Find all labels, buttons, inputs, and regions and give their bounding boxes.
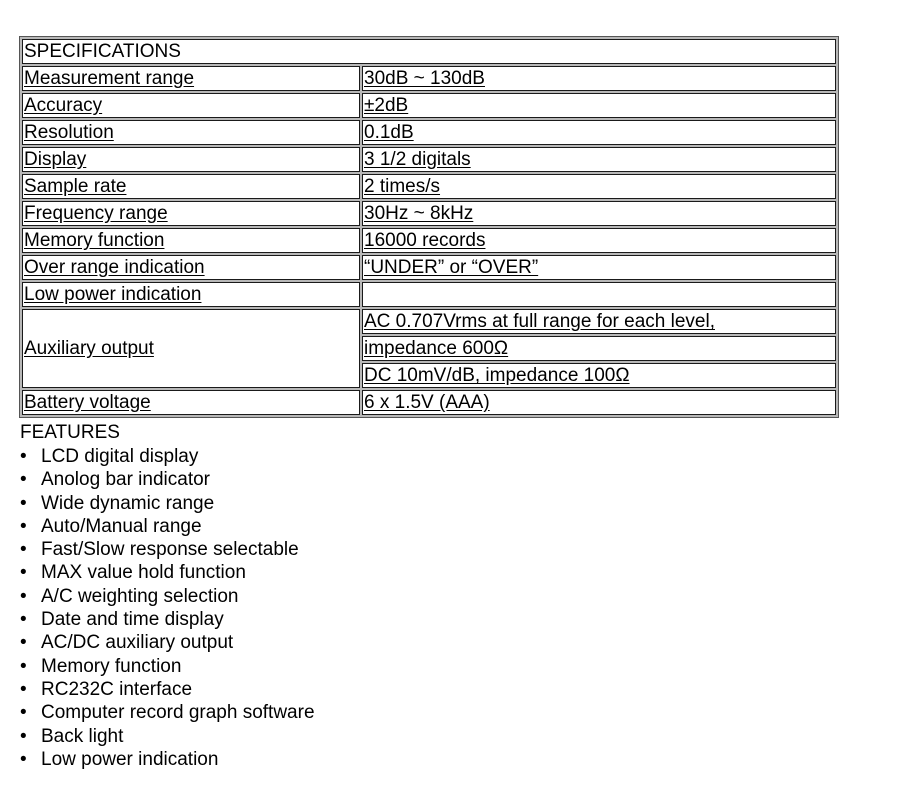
list-item	[20, 538, 620, 561]
spec-label-cell	[22, 120, 360, 145]
bullet-icon: •	[20, 632, 27, 654]
spec-value: 30dB ~ 130dB	[364, 68, 485, 89]
list-item	[20, 468, 620, 491]
feature-text: AC/DC auxiliary output	[41, 632, 234, 654]
bullet-icon: •	[20, 492, 27, 514]
spec-value-cell	[362, 120, 836, 145]
auxiliary-output-label: Auxiliary output	[24, 338, 154, 359]
feature-text: Wide dynamic range	[41, 492, 215, 514]
feature-text: Computer record graph software	[41, 702, 315, 724]
spec-value: “UNDER” or “OVER”	[364, 257, 539, 278]
features-title: FEATURES	[20, 422, 120, 443]
specifications-table	[19, 36, 839, 418]
feature-text: Low power indication	[41, 748, 219, 770]
table-header-row	[22, 39, 836, 64]
feature-text: MAX value hold function	[41, 562, 246, 584]
bullet-icon: •	[20, 655, 27, 677]
bullet-icon: •	[20, 446, 27, 467]
spec-label: Memory function	[24, 230, 165, 251]
spec-value-cell	[362, 336, 836, 361]
list-item	[20, 445, 620, 468]
spec-label-cell	[22, 201, 360, 226]
spec-label-cell	[22, 147, 360, 172]
table-row	[22, 66, 836, 91]
list-item	[20, 701, 620, 724]
spec-value-cell	[362, 174, 836, 199]
spec-label-cell	[22, 255, 360, 280]
list-item	[20, 561, 620, 584]
feature-text: Back light	[41, 725, 124, 747]
list-item	[20, 585, 620, 608]
spec-label-cell	[22, 390, 360, 415]
spec-value-cell	[362, 282, 836, 307]
battery-voltage-value: 6 x 1.5V (AAA)	[364, 392, 490, 413]
bullet-icon: •	[20, 702, 27, 724]
feature-text: Memory function	[41, 655, 182, 677]
spec-value-cell	[362, 66, 836, 91]
table-row	[22, 228, 836, 253]
list-item	[20, 492, 620, 515]
spec-value-cell	[362, 201, 836, 226]
spec-label: Resolution	[24, 122, 114, 143]
bullet-icon: •	[20, 539, 27, 561]
feature-text: A/C weighting selection	[41, 585, 239, 607]
table-row	[22, 201, 836, 226]
spec-label: Over range indication	[24, 257, 205, 278]
spec-value: 16000 records	[364, 230, 486, 251]
table-row	[22, 390, 836, 415]
spec-value-cell	[362, 147, 836, 172]
spec-label-cell	[22, 93, 360, 118]
spec-label: Low power indication	[24, 284, 202, 305]
bullet-icon: •	[20, 562, 27, 584]
list-item	[20, 655, 620, 678]
battery-voltage-label: Battery voltage	[24, 392, 151, 413]
table-row	[22, 147, 836, 172]
list-item	[20, 608, 620, 631]
bullet-icon: •	[20, 678, 27, 700]
list-item	[20, 748, 620, 771]
table-row	[22, 282, 836, 307]
auxiliary-output-line-2: impedance 600Ω	[364, 338, 509, 359]
spec-value-cell	[362, 255, 836, 280]
spec-value: 2 times/s	[364, 176, 441, 197]
list-item	[20, 725, 620, 748]
spec-label: Measurement range	[24, 68, 195, 89]
features-section	[20, 420, 620, 771]
spec-label: Display	[24, 149, 87, 170]
bullet-icon: •	[20, 609, 27, 631]
auxiliary-output-line-1: AC 0.707Vrms at full range for each level,	[364, 311, 715, 332]
feature-text: Fast/Slow response selectable	[41, 539, 299, 561]
bullet-icon: •	[20, 515, 27, 537]
table-row	[22, 93, 836, 118]
table-row	[22, 255, 836, 280]
table-row-auxiliary	[22, 309, 836, 334]
bullet-icon: •	[20, 748, 27, 770]
feature-text: Anolog bar indicator	[41, 469, 210, 491]
spec-label-cell	[22, 228, 360, 253]
list-item	[20, 515, 620, 538]
feature-text: Date and time display	[41, 609, 224, 631]
spec-value: ±2dB	[364, 95, 409, 116]
bullet-icon: •	[20, 469, 27, 491]
bullet-icon: •	[20, 585, 27, 607]
auxiliary-output-line-3: DC 10mV/dB, impedance 100Ω	[364, 365, 630, 386]
spec-label-cell	[22, 174, 360, 199]
spec-value-cell	[362, 390, 836, 415]
list-item	[20, 631, 620, 654]
spec-value: 3 1/2 digitals	[364, 149, 471, 170]
features-list	[20, 445, 620, 771]
table-row	[22, 120, 836, 145]
spec-label: Frequency range	[24, 203, 168, 224]
spec-value-cell	[362, 363, 836, 388]
spec-value-cell	[362, 309, 836, 334]
spec-label: Sample rate	[24, 176, 127, 197]
list-item	[20, 678, 620, 701]
specifications-title: SPECIFICATIONS	[22, 39, 836, 64]
spec-label-cell	[22, 66, 360, 91]
bullet-icon: •	[20, 725, 27, 747]
table-row	[22, 174, 836, 199]
feature-text: Auto/Manual range	[41, 515, 202, 537]
spec-label: Accuracy	[24, 95, 103, 116]
spec-label-cell	[22, 282, 360, 307]
feature-text: RC232C interface	[41, 678, 193, 700]
feature-text: LCD digital display	[41, 446, 199, 467]
spec-value-cell	[362, 228, 836, 253]
spec-label-cell	[22, 309, 360, 388]
spec-value: 30Hz ~ 8kHz	[364, 203, 474, 224]
spec-value-cell	[362, 93, 836, 118]
spec-value: 0.1dB	[364, 122, 414, 143]
